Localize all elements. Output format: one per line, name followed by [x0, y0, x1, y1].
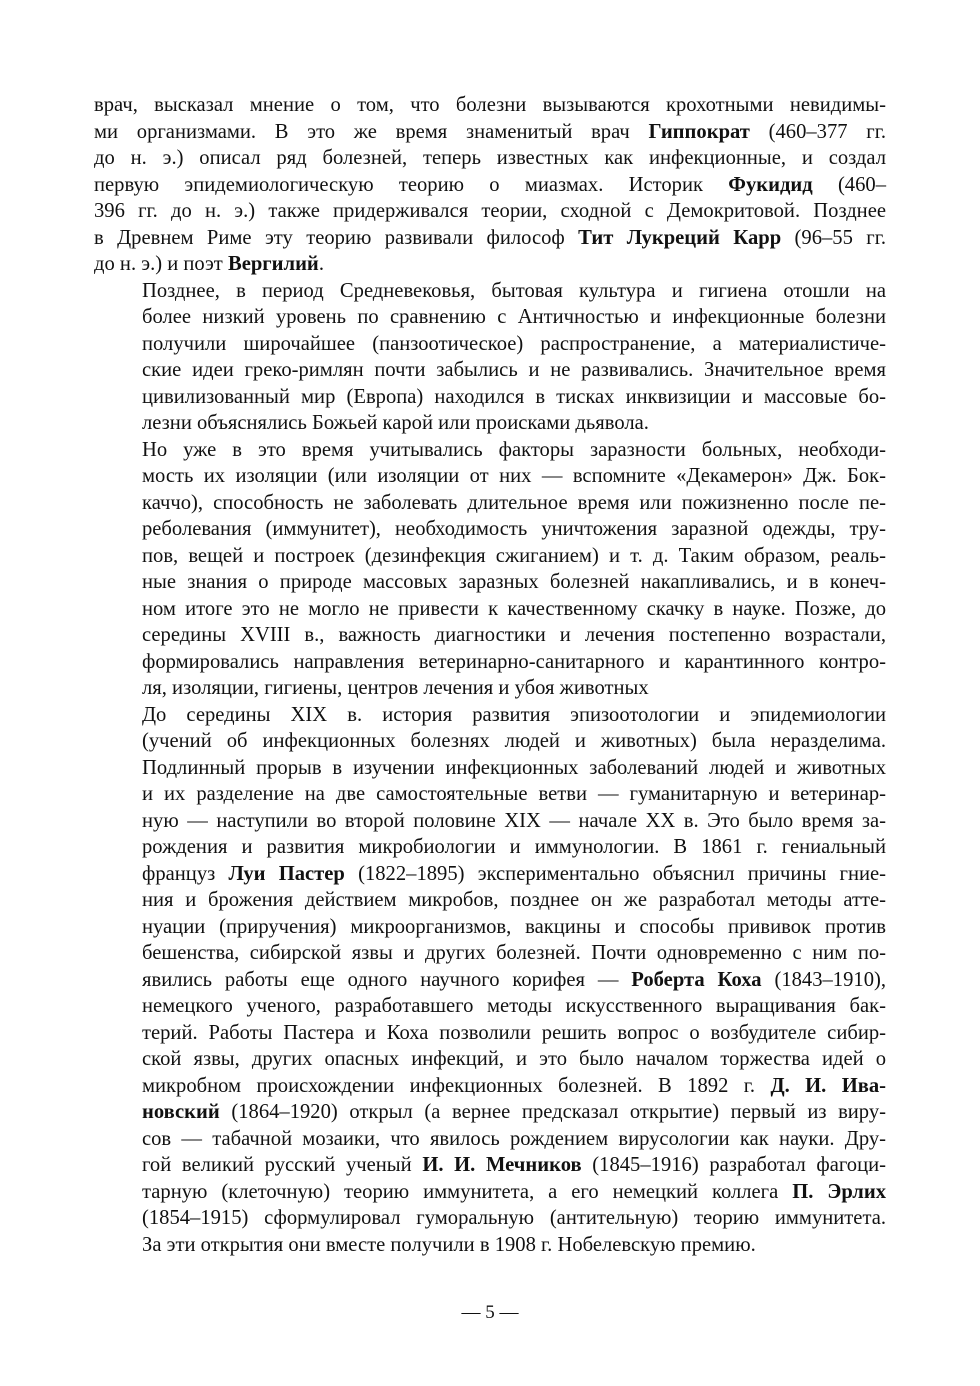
text-line	[94, 490, 886, 517]
text-line	[94, 1152, 886, 1179]
text-run: лезни объяснялись Божьей карой или происками дьявола.	[142, 412, 649, 434]
text-run: мость их изоляции (или изоляции от них — вспомните «Декамерон» Дж. Бок-	[142, 465, 886, 487]
text-run: француз	[142, 862, 229, 885]
text-line	[94, 331, 886, 358]
text-line	[94, 649, 886, 676]
text-line	[94, 914, 886, 941]
document-body	[94, 92, 886, 1258]
text-line	[94, 172, 886, 199]
text-run: ской язвы, других опасных инфекций, и это было началом торжества идей о	[142, 1048, 886, 1070]
text-run: (96–55 гг.	[781, 226, 886, 249]
text-run: (учений об инфекционных болезнях людей и животных) была неразделима.	[142, 730, 886, 752]
bold-name: Д. И. Ива-	[770, 1074, 887, 1097]
text-run: до н. э.) и поэт	[94, 253, 228, 275]
text-line	[94, 781, 886, 808]
text-run: ния и брожения действием микробов, позднее он же разработал методы атте-	[142, 889, 886, 911]
text-line	[94, 808, 886, 835]
text-line	[94, 675, 886, 702]
text-line	[94, 596, 886, 623]
text-line	[94, 92, 886, 119]
text-line	[94, 940, 886, 967]
bold-name: Вергилий	[227, 253, 319, 275]
text-run: первую эпидемиологическую теорию о миазмах. Историк	[94, 173, 729, 196]
text-line	[94, 278, 886, 305]
text-line	[94, 516, 886, 543]
text-run: получили широчайшее (панзоотическое) распространение, а материалистиче-	[142, 332, 886, 355]
text-run: (460–	[812, 173, 886, 196]
text-run: (1843–1910),	[761, 968, 886, 991]
text-run: немецкого ученого, разработавшего методы искусственного выращивания бак-	[142, 995, 886, 1017]
text-run: Но уже в это время учитывались факторы заразности больных, необходи-	[142, 438, 886, 461]
text-run: (460–377 гг.	[749, 120, 887, 143]
text-run: терий. Работы Пастера и Коха позволили решить вопрос о возбудителе сибир-	[142, 1021, 886, 1044]
text-line	[94, 967, 886, 994]
text-line	[94, 1126, 886, 1153]
text-line	[94, 119, 886, 146]
text-line	[94, 463, 886, 490]
text-line	[94, 1046, 886, 1073]
text-run: микробном происхождении инфекционных болезней. В 1892 г.	[142, 1074, 771, 1097]
text-run: явились работы еще одного научного корифея —	[142, 968, 632, 991]
text-run: формировались направления ветеринарно-санитарного и карантинного контро-	[142, 650, 886, 673]
text-run: рождения и развития микробиологии и иммунологии. В 1861 г. гениальный	[142, 836, 886, 858]
text-run: тарную (клеточную) теорию иммунитета, а его немецкий коллега	[142, 1180, 793, 1203]
text-line	[94, 1179, 886, 1206]
text-line	[94, 1020, 886, 1047]
paragraph	[94, 437, 886, 702]
text-line	[94, 198, 886, 225]
text-run: (1854–1915) сформулировал гуморальную (антительную) теорию иммунитета.	[142, 1207, 886, 1229]
text-line	[94, 887, 886, 914]
text-line	[94, 993, 886, 1020]
text-line	[94, 145, 886, 172]
text-run: (1822–1895) экспериментально объяснил причины гние-	[344, 862, 886, 885]
text-run: нуации (приручения) микроорганизмов, вакцины и способы прививок против	[142, 915, 886, 938]
text-line	[94, 569, 886, 596]
text-run: гой великий русский ученый	[142, 1154, 423, 1176]
text-run: Подлинный прорыв в изучении инфекционных заболеваний людей и животных	[142, 756, 886, 779]
text-run: цивилизованный мир (Европа) находился в тисках инквизиции и массовые бо-	[142, 385, 886, 408]
bold-name: новский	[142, 1101, 220, 1123]
text-run: до н. э.) описал ряд болезней, теперь известных как инфекционные, и создал	[94, 147, 886, 169]
text-run: ля, изоляции, гигиены, центров лечения и убоя животных	[142, 677, 649, 699]
text-run: До середины XIX в. история развития эпизоотологии и эпидемиологии	[142, 703, 886, 726]
text-run: ные знания о природе массовых заразных болезней накапливались, и в конеч-	[142, 571, 886, 593]
bold-name: Гиппократ	[648, 120, 750, 143]
paragraph	[94, 92, 886, 278]
paragraph	[94, 702, 886, 1259]
text-run: .	[318, 253, 324, 275]
text-line	[94, 702, 886, 729]
text-run: (1845–1916) разработал фагоци-	[581, 1154, 886, 1176]
text-line	[94, 304, 886, 331]
text-line	[94, 410, 886, 437]
text-run: ские идеи греко-римлян почти забылись и не развивались. Значительное время	[142, 359, 886, 381]
text-line	[94, 1232, 886, 1259]
text-run: Позднее, в период Средневековья, бытовая культура и гигиена отошли на	[142, 279, 886, 302]
text-run: За эти открытия они вместе получили в 1908 г. Нобелевскую премию.	[142, 1233, 756, 1256]
text-line	[94, 755, 886, 782]
text-line	[94, 622, 886, 649]
text-run: в Древнем Риме эту теорию развивали философ	[94, 226, 579, 249]
text-run: врач, высказал мнение о том, что болезни вызываются крохотными невидимы-	[94, 94, 886, 116]
page-number: — 5 —	[461, 1302, 519, 1323]
text-line	[94, 437, 886, 464]
text-line	[94, 251, 886, 278]
text-line	[94, 384, 886, 411]
text-line	[94, 1099, 886, 1126]
text-run: ном итоге это не могло не привести к качественному скачку в науке. Позже, до	[142, 597, 886, 620]
text-run: ную — наступили во второй половине XIX — начале XX в. Это было время за-	[142, 809, 886, 832]
text-line	[94, 728, 886, 755]
bold-name: Тит Лукреций Карр	[578, 226, 782, 249]
text-line	[94, 1073, 886, 1100]
text-run: и их разделение на две самостоятельные ветви — гуманитарную и ветеринар-	[142, 783, 886, 805]
text-line	[94, 543, 886, 570]
text-run: реболевания (иммунитет), необходимость уничтожения заразной одежды, тру-	[142, 518, 886, 540]
bold-name: П. Эрлих	[792, 1180, 886, 1203]
bold-name: Фукидид	[728, 173, 813, 196]
text-line	[94, 834, 886, 861]
text-run: более низкий уровень по сравнению с Античностью и инфекционные болезни	[142, 306, 886, 328]
text-run: ми организмами. В это же время знаменитый врач	[94, 120, 649, 143]
bold-name: И. И. Мечников	[422, 1154, 582, 1176]
text-run: бешенства, сибирской язвы и других болезней. Почти одновременно с ним по-	[142, 942, 886, 964]
text-run: (1864–1920) открыл (а вернее предсказал открытие) первый из виру-	[219, 1101, 886, 1123]
text-line	[94, 357, 886, 384]
paragraph	[94, 278, 886, 437]
bold-name: Луи Пастер	[228, 862, 345, 885]
text-run: 396 гг. до н. э.) также придерживался теории, сходной с Демокритовой. Позднее	[94, 200, 886, 222]
text-line	[94, 1205, 886, 1232]
text-line	[94, 861, 886, 888]
text-line	[94, 225, 886, 252]
bold-name: Роберта Коха	[631, 968, 762, 991]
text-run: сов — табачной мозаики, что явилось рождением вирусологии как науки. Дру-	[142, 1127, 886, 1150]
text-run: каччо), способность не заболевать длительное время или пожизненно после пе-	[142, 491, 886, 514]
text-run: пов, вещей и построек (дезинфекция сжиганием) и т. д. Таким образом, реаль-	[142, 544, 886, 567]
text-run: середины XVIII в., важность диагностики и лечения постепенно возрастали,	[142, 624, 886, 646]
